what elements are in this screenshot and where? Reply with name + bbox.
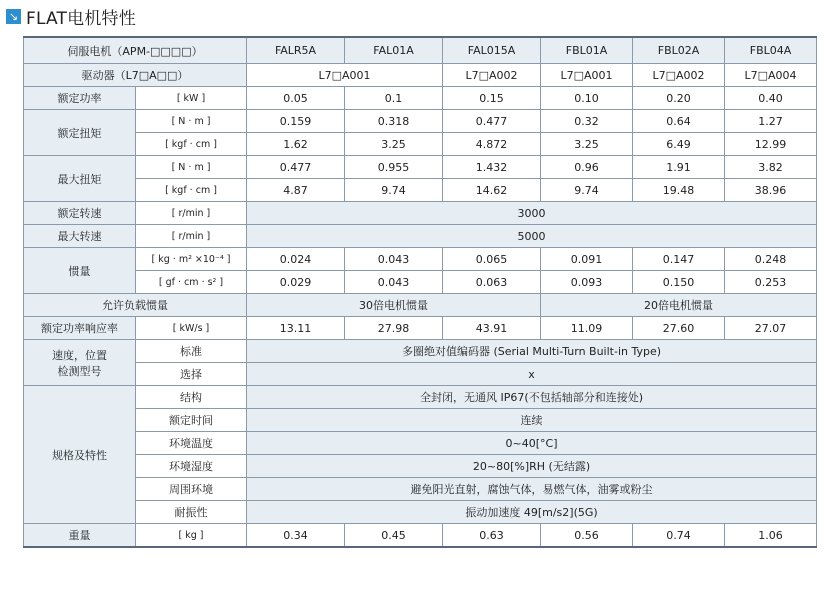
drive-value: L7□A001 [247, 64, 443, 87]
weight-value: 0.45 [345, 524, 443, 548]
spec-row [24, 501, 817, 524]
max-speed-row [24, 225, 817, 248]
max-torque-value: 9.74 [345, 179, 443, 202]
power-rate-label: 额定功率响应率 [24, 317, 136, 340]
weight-value: 0.56 [541, 524, 633, 548]
spec-item-label: 环境温度 [136, 432, 247, 455]
load-inertia-row [24, 294, 817, 317]
rated-torque-row [24, 110, 817, 133]
rated-power-label: 额定功率 [24, 87, 136, 110]
inertia-label: 惯量 [24, 248, 136, 294]
rated-torque-unit: [ kgf · cm ] [136, 133, 247, 156]
max-speed-unit: [ r/min ] [136, 225, 247, 248]
rated-torque-value: 3.25 [345, 133, 443, 156]
inertia-value: 0.091 [541, 248, 633, 271]
max-torque-value: 19.48 [633, 179, 725, 202]
inertia-value: 0.147 [633, 248, 725, 271]
drive-value: L7□A002 [633, 64, 725, 87]
power-rate-row [24, 317, 817, 340]
inertia-value: 0.043 [345, 271, 443, 294]
encoder-option-label: 选择 [136, 363, 247, 386]
max-torque-unit: [ kgf · cm ] [136, 179, 247, 202]
weight-unit: [ kg ] [136, 524, 247, 548]
inertia-value: 0.253 [725, 271, 817, 294]
max-torque-value: 14.62 [443, 179, 541, 202]
inertia-unit: [ kg · m² ×10⁻⁴ ] [136, 248, 247, 271]
load-inertia-value: 20倍电机惯量 [541, 294, 817, 317]
spec-item-value: 避免阳光直射，腐蚀气体，易燃气体，油雾或粉尘 [247, 478, 817, 501]
spec-item-label: 环境湿度 [136, 455, 247, 478]
rated-torque-value: 6.49 [633, 133, 725, 156]
inertia-value: 0.029 [247, 271, 345, 294]
rated-torque-label: 额定扭矩 [24, 110, 136, 156]
max-torque-value: 38.96 [725, 179, 817, 202]
rated-torque-unit: [ N · m ] [136, 110, 247, 133]
inertia-unit: [ gf · cm · s² ] [136, 271, 247, 294]
max-torque-row [24, 179, 817, 202]
max-torque-value: 1.91 [633, 156, 725, 179]
inertia-value: 0.065 [443, 248, 541, 271]
model-fbl04a: FBL04A [725, 37, 817, 64]
encoder-standard-value: 多圈绝对值编码器 (Serial Multi-Turn Built-in Type) [247, 340, 817, 363]
section-title [6, 3, 136, 29]
max-speed-label: 最大转速 [24, 225, 136, 248]
spec-row [24, 386, 817, 409]
header-row [24, 37, 817, 64]
weight-value: 0.74 [633, 524, 725, 548]
rated-torque-row [24, 133, 817, 156]
spec-row [24, 455, 817, 478]
spec-item-label: 额定时间 [136, 409, 247, 432]
spec-item-label: 耐振性 [136, 501, 247, 524]
spec-row [24, 478, 817, 501]
drive-row [24, 64, 817, 87]
inertia-value: 0.063 [443, 271, 541, 294]
max-torque-row [24, 156, 817, 179]
rated-power-value: 0.20 [633, 87, 725, 110]
power-rate-value: 11.09 [541, 317, 633, 340]
weight-value: 1.06 [725, 524, 817, 548]
drive-value: L7□A002 [443, 64, 541, 87]
inertia-value: 0.043 [345, 248, 443, 271]
rated-power-unit: [ kW ] [136, 87, 247, 110]
encoder-row [24, 363, 817, 386]
encoder-standard-label: 标准 [136, 340, 247, 363]
max-torque-label: 最大扭矩 [24, 156, 136, 202]
model-fbl01a: FBL01A [541, 37, 633, 64]
model-falr5a: FALR5A [247, 37, 345, 64]
inertia-value: 0.248 [725, 248, 817, 271]
model-fal015a: FAL015A [443, 37, 541, 64]
load-inertia-value: 30倍电机惯量 [247, 294, 541, 317]
inertia-value: 0.093 [541, 271, 633, 294]
rated-power-value: 0.05 [247, 87, 345, 110]
rated-torque-value: 1.62 [247, 133, 345, 156]
spec-item-value: 全封闭，无通风 IP67(不包括轴部分和连接处) [247, 386, 817, 409]
rated-torque-value: 0.159 [247, 110, 345, 133]
spec-row [24, 409, 817, 432]
rated-power-value: 0.1 [345, 87, 443, 110]
weight-value: 0.34 [247, 524, 345, 548]
arrow-down-right-icon: ↘ [6, 9, 21, 24]
power-rate-value: 27.60 [633, 317, 725, 340]
max-torque-value: 0.477 [247, 156, 345, 179]
inertia-row [24, 248, 817, 271]
inertia-value: 0.150 [633, 271, 725, 294]
rated-torque-value: 4.872 [443, 133, 541, 156]
model-fbl02a: FBL02A [633, 37, 725, 64]
max-speed-value: 5000 [247, 225, 817, 248]
rated-torque-value: 0.32 [541, 110, 633, 133]
spec-row [24, 432, 817, 455]
power-rate-unit: [ kW/s ] [136, 317, 247, 340]
rated-power-row [24, 87, 817, 110]
rated-speed-unit: [ r/min ] [136, 202, 247, 225]
rated-torque-value: 0.477 [443, 110, 541, 133]
weight-row [24, 524, 817, 548]
rated-power-value: 0.40 [725, 87, 817, 110]
weight-value: 0.63 [443, 524, 541, 548]
rated-speed-row [24, 202, 817, 225]
rated-torque-value: 0.318 [345, 110, 443, 133]
power-rate-value: 27.98 [345, 317, 443, 340]
power-rate-value: 27.07 [725, 317, 817, 340]
weight-label: 重量 [24, 524, 136, 548]
flat-motor-spec-table [23, 36, 817, 548]
max-torque-value: 9.74 [541, 179, 633, 202]
spec-item-value: 振动加速度 49[m/s2](5G) [247, 501, 817, 524]
drive-value: L7□A001 [541, 64, 633, 87]
drive-value: L7□A004 [725, 64, 817, 87]
power-rate-value: 13.11 [247, 317, 345, 340]
max-torque-value: 4.87 [247, 179, 345, 202]
rated-torque-value: 12.99 [725, 133, 817, 156]
max-torque-value: 0.955 [345, 156, 443, 179]
specs-label: 规格及特性 [24, 386, 136, 524]
load-inertia-label: 允许负载惯量 [24, 294, 247, 317]
inertia-row [24, 271, 817, 294]
power-rate-value: 43.91 [443, 317, 541, 340]
rated-power-value: 0.10 [541, 87, 633, 110]
rated-power-value: 0.15 [443, 87, 541, 110]
max-torque-unit: [ N · m ] [136, 156, 247, 179]
encoder-option-value: x [247, 363, 817, 386]
model-fal01a: FAL01A [345, 37, 443, 64]
spec-item-value: 连续 [247, 409, 817, 432]
spec-item-value: 0~40[°C] [247, 432, 817, 455]
rated-speed-label: 额定转速 [24, 202, 136, 225]
encoder-row [24, 340, 817, 363]
rated-torque-value: 1.27 [725, 110, 817, 133]
encoder-label-line: 检测型号 [57, 364, 102, 378]
section-title-text: FLAT电机特性 [26, 8, 136, 29]
drive-label: 驱动器（L7□A□□） [24, 64, 247, 87]
rated-torque-value: 0.64 [633, 110, 725, 133]
max-torque-value: 3.82 [725, 156, 817, 179]
spec-item-label: 周围环境 [136, 478, 247, 501]
rated-speed-value: 3000 [247, 202, 817, 225]
rated-torque-value: 3.25 [541, 133, 633, 156]
encoder-label-line: 速度，位置 [52, 348, 107, 362]
encoder-label [24, 340, 136, 386]
inertia-value: 0.024 [247, 248, 345, 271]
model-label: 伺服电机（APM-□□□□） [24, 37, 247, 64]
max-torque-value: 1.432 [443, 156, 541, 179]
spec-item-label: 结构 [136, 386, 247, 409]
max-torque-value: 0.96 [541, 156, 633, 179]
spec-item-value: 20~80[%]RH (无结露) [247, 455, 817, 478]
